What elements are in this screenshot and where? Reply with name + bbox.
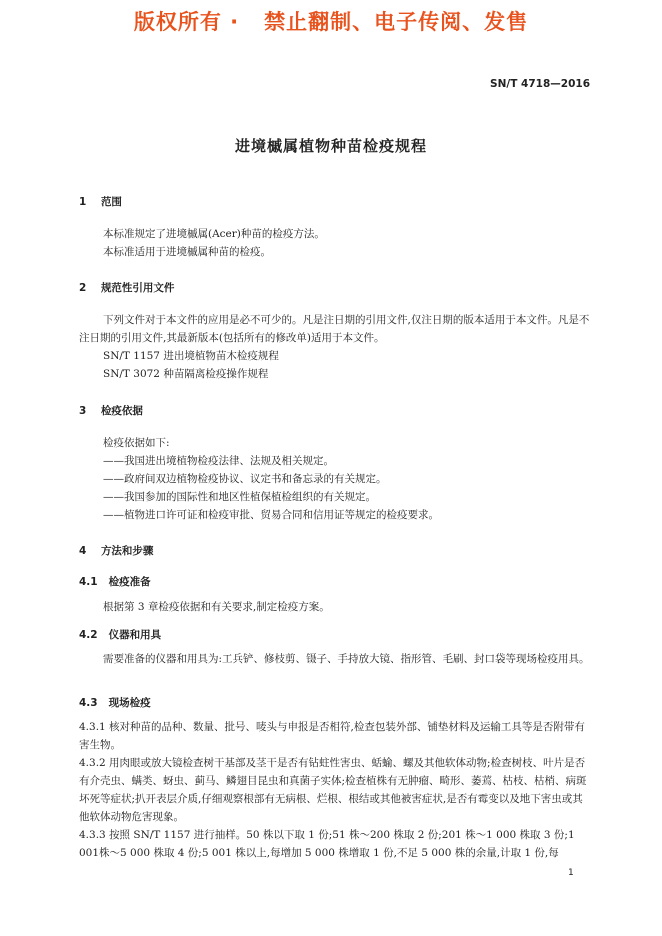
section-title: 检疫依据 — [100, 405, 143, 417]
section-number: 4.1 — [79, 576, 98, 588]
page-number: 1 — [568, 868, 574, 878]
section-4-1-heading — [79, 574, 151, 589]
section-4-heading — [79, 543, 153, 558]
section-title: 规范性引用文件 — [100, 282, 175, 294]
clause-4-3-2: 4.3.2 用肉眼或放大镜检查树干基部及茎干是否有钻蛀性害虫、蛞蝓、螺及其他软体动物;检查树枝、叶片是否有介壳虫、螨类、蚜虫、蓟马、鳞翅目昆虫和真菌子实体;检查植株有无肿瘤、畸形、萎蔫、枯枝、枯梢、病斑坏死等症状;扒开表层介质,仔细观察根部有无病根、烂根、根结或其他被害症状,是否有霉变以及地下害虫或其他软体动物危害现象。 — [79, 757, 587, 823]
watermark: 版权所有 · 禁止翻制、电子传阅、发售 — [133, 10, 529, 34]
section-number: 1 — [79, 196, 87, 208]
section-number: 4 — [79, 545, 87, 557]
section-2-heading — [79, 280, 174, 295]
list-item: ——政府间双边植物检疫协议、议定书和备忘录的有关规定。 — [103, 473, 387, 485]
paragraph: 本标准适用于进境槭属种苗的检疫。 — [103, 246, 271, 258]
paragraph: 根据第 3 章检疫依据和有关要求,制定检疫方案。 — [103, 601, 330, 613]
section-title: 检疫准备 — [108, 576, 151, 588]
paragraph: 下列文件对于本文件的应用是必不可少的。凡是注日期的引用文件,仅注日期的版本适用于本文件。凡是不注日期的引用文件,其最新版本(包括所有的修改单)适用于本文件。 — [79, 314, 590, 344]
reference-item: SN/T 3072 种苗隔离检疫操作规程 — [103, 368, 269, 380]
reference-item: SN/T 1157 进出境植物苗木检疫规程 — [103, 350, 279, 362]
clause-4-3-1: 4.3.1 核对种苗的品种、数量、批号、唛头与申报是否相符,检查包装外部、铺垫材料及运输工具等是否附带有害生物。 — [79, 721, 585, 751]
section-4-2-heading — [79, 627, 161, 642]
section-title: 范围 — [100, 196, 122, 208]
section-title: 方法和步骤 — [100, 545, 154, 557]
section-title: 现场检疫 — [108, 697, 151, 709]
section-3-heading — [79, 403, 143, 418]
standard-number: SN/T 4718—2016 — [490, 78, 590, 90]
list-item: ——我国参加的国际性和地区性植保植检组织的有关规定。 — [103, 491, 376, 503]
section-1-heading — [79, 194, 122, 209]
section-title: 仪器和用具 — [108, 629, 162, 641]
list-item: ——我国进出境植物检疫法律、法规及相关规定。 — [103, 455, 334, 467]
document-title: 进境槭属植物种苗检疫规程 — [234, 137, 427, 155]
paragraph: 需要准备的仪器和用具为:工兵铲、修枝剪、镊子、手持放大镜、指形管、毛刷、封口袋等现场检疫用具。 — [103, 653, 590, 665]
paragraph: 检疫依据如下: — [103, 437, 170, 449]
section-number: 4.2 — [79, 629, 98, 641]
paragraph: 本标准规定了进境槭属(Acer)种苗的检疫方法。 — [103, 228, 325, 240]
list-item: ——植物进口许可证和检疫审批、贸易合同和信用证等规定的检疫要求。 — [103, 509, 439, 521]
section-number: 2 — [79, 282, 87, 294]
section-4-3-heading — [79, 695, 151, 710]
section-number: 3 — [79, 405, 87, 417]
section-number: 4.3 — [79, 697, 98, 709]
clause-4-3-3: 4.3.3 按照 SN/T 1157 进行抽样。50 株以下取 1 份;51 株～200 株取 2 份;201 株～1 000 株取 3 份;1 001株～5 000 株取 4 份;5 001 株以上,每增加 5 000 株增取 1 份,不足 5 000 株的余量,计取 1 份,每 — [79, 829, 575, 859]
